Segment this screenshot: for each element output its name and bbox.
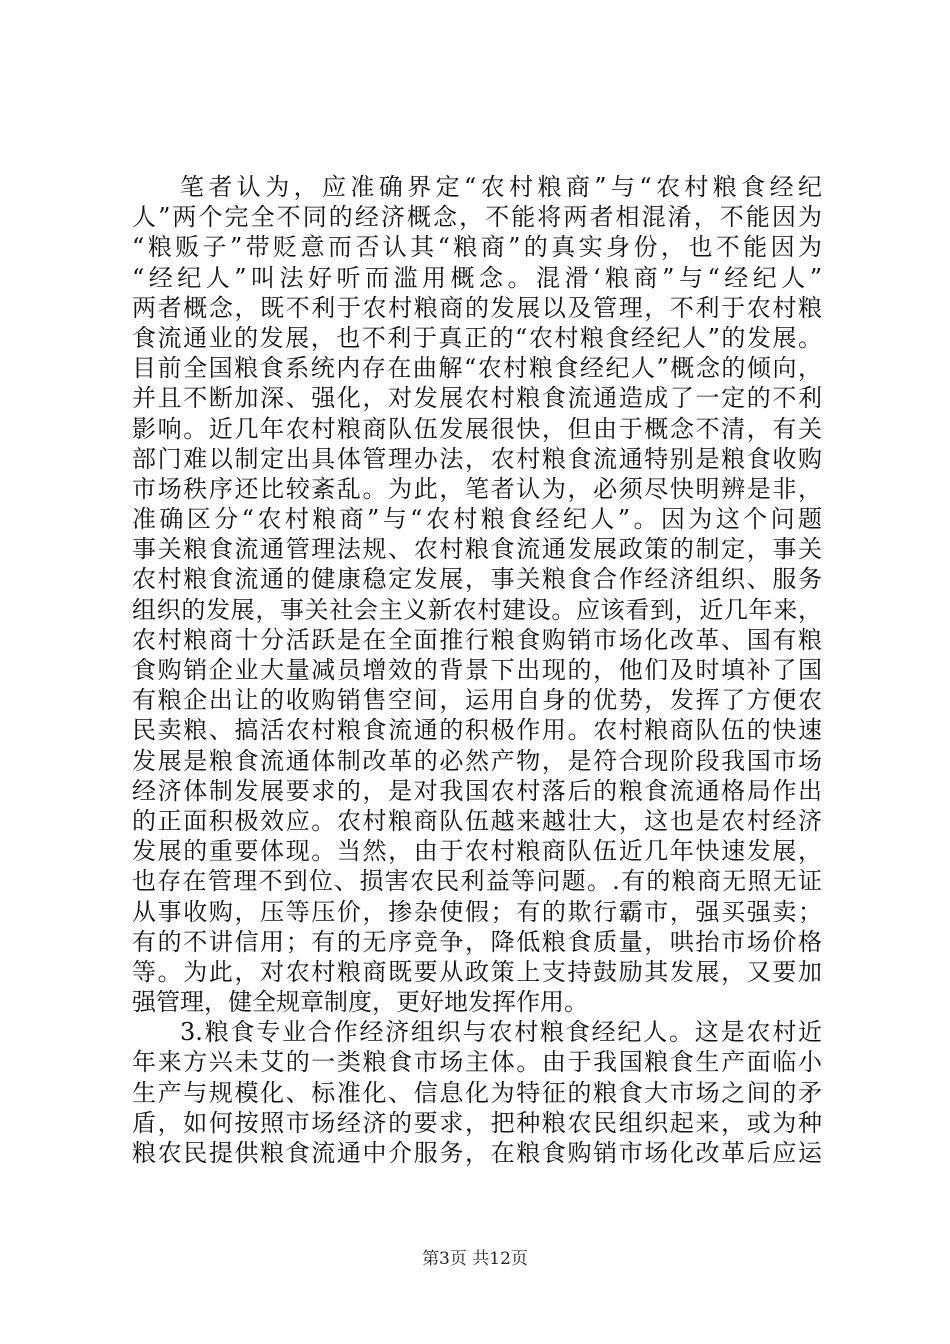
text-line: 农村粮商十分活跃是在全面推行粮食购销市场化改革、国有粮	[132, 625, 822, 654]
text-line: 两者概念，既不利于农村粮商的发展以及管理，不利于农村粮	[132, 293, 822, 322]
text-line: 事关粮食流通管理法规、农村粮食流通发展政策的制定，事关	[132, 535, 822, 564]
text-line: 从事收购，压等压价，掺杂使假；有的欺行霸市，强买强卖；	[132, 897, 822, 926]
text-line: 目前全国粮食系统内存在曲解“农村粮食经纪人”概念的倾向，	[132, 354, 822, 383]
text-line: 食流通业的发展，也不利于真正的“农村粮食经纪人”的发展。	[132, 323, 822, 352]
text-line: 并且不断加深、强化，对发展农村粮食流通造成了一定的不利	[132, 384, 822, 413]
text-line: 等。为此，对农村粮商既要从政策上支持鼓励其发展，又要加	[132, 957, 822, 986]
text-line: 笔者认为，应准确界定“农村粮商”与“农村粮食经纪	[180, 173, 822, 201]
text-line: 粮农民提供粮食流通中介服务，在粮食购销市场化改革后应运	[132, 1139, 822, 1167]
text-line: 盾，如何按照市场经济的要求，把种粮农民组织起来，或为种	[132, 1108, 822, 1137]
text-line: 生产与规模化、标准化、信息化为特征的粮食大市场之间的矛	[132, 1078, 822, 1107]
text-line: 有粮企出让的收购销售空间，运用自身的优势，发挥了方便农	[132, 686, 822, 715]
text-line: 部门难以制定出具体管理办法，农村粮食流通特别是粮食收购	[132, 444, 822, 473]
text-line: 农村粮食流通的健康稳定发展，事关粮食合作经济组织、服务	[132, 565, 822, 594]
text-line: 年来方兴未艾的一类粮食市场主体。由于我国粮食生产面临小	[132, 1048, 822, 1077]
text-line: “经纪人”叫法好听而滥用概念。混滑‘粮商”与“经纪人”	[132, 263, 822, 292]
text-line: 民卖粮、搞活农村粮食流通的积极作用。农村粮商队伍的快速	[132, 716, 822, 745]
text-line: 发展的重要体现。当然，由于农村粮商队伍近几年快速发展，	[132, 837, 822, 866]
text-line: 有的不讲信用；有的无序竞争，降低粮食质量，哄抬市场价格	[132, 927, 822, 956]
page-footer	[0, 1244, 950, 1269]
text-line: 也存在管理不到位、损害农民利益等问题。.有的粮商无照无证	[132, 867, 822, 896]
text-line: 的正面积极效应。农村粮商队伍越来越壮大，这也是农村经济	[132, 806, 822, 835]
text-line: 人”两个完全不同的经济概念，不能将两者相混淆，不能因为	[132, 203, 822, 232]
text-line: 食购销企业大量减员增效的背景下出现的，他们及时填补了国	[132, 656, 822, 684]
text-line: 组织的发展，事关社会主义新农村建设。应该看到，近几年来，	[132, 595, 822, 624]
text-line: 准确区分“农村粮商”与“农村粮食经纪人”。因为这个问题	[132, 505, 822, 534]
text-line: 影响。近几年农村粮商队伍发展很快，但由于概念不清，有关	[132, 414, 822, 443]
text-line: 发展是粮食流通体制改革的必然产物，是符合现阶段我国市场	[132, 746, 822, 775]
text-line: 经济体制发展要求的，是对我国农村落后的粮食流通格局作出	[132, 776, 822, 805]
body-text	[132, 172, 822, 1168]
text-line: “粮贩子”带贬意而否认其“粮商”的真实身份，也不能因为	[132, 233, 822, 262]
page-number-label: 第3页 共12页	[422, 1249, 528, 1269]
text-line: 3.粮食专业合作经济组织与农村粮食经纪人。这是农村近	[180, 1018, 822, 1047]
text-line: 强管理，健全规章制度，更好地发挥作用。	[132, 988, 588, 1017]
text-line: 市场秩序还比较紊乱。为此，笔者认为，必须尽快明辨是非，	[132, 474, 822, 503]
